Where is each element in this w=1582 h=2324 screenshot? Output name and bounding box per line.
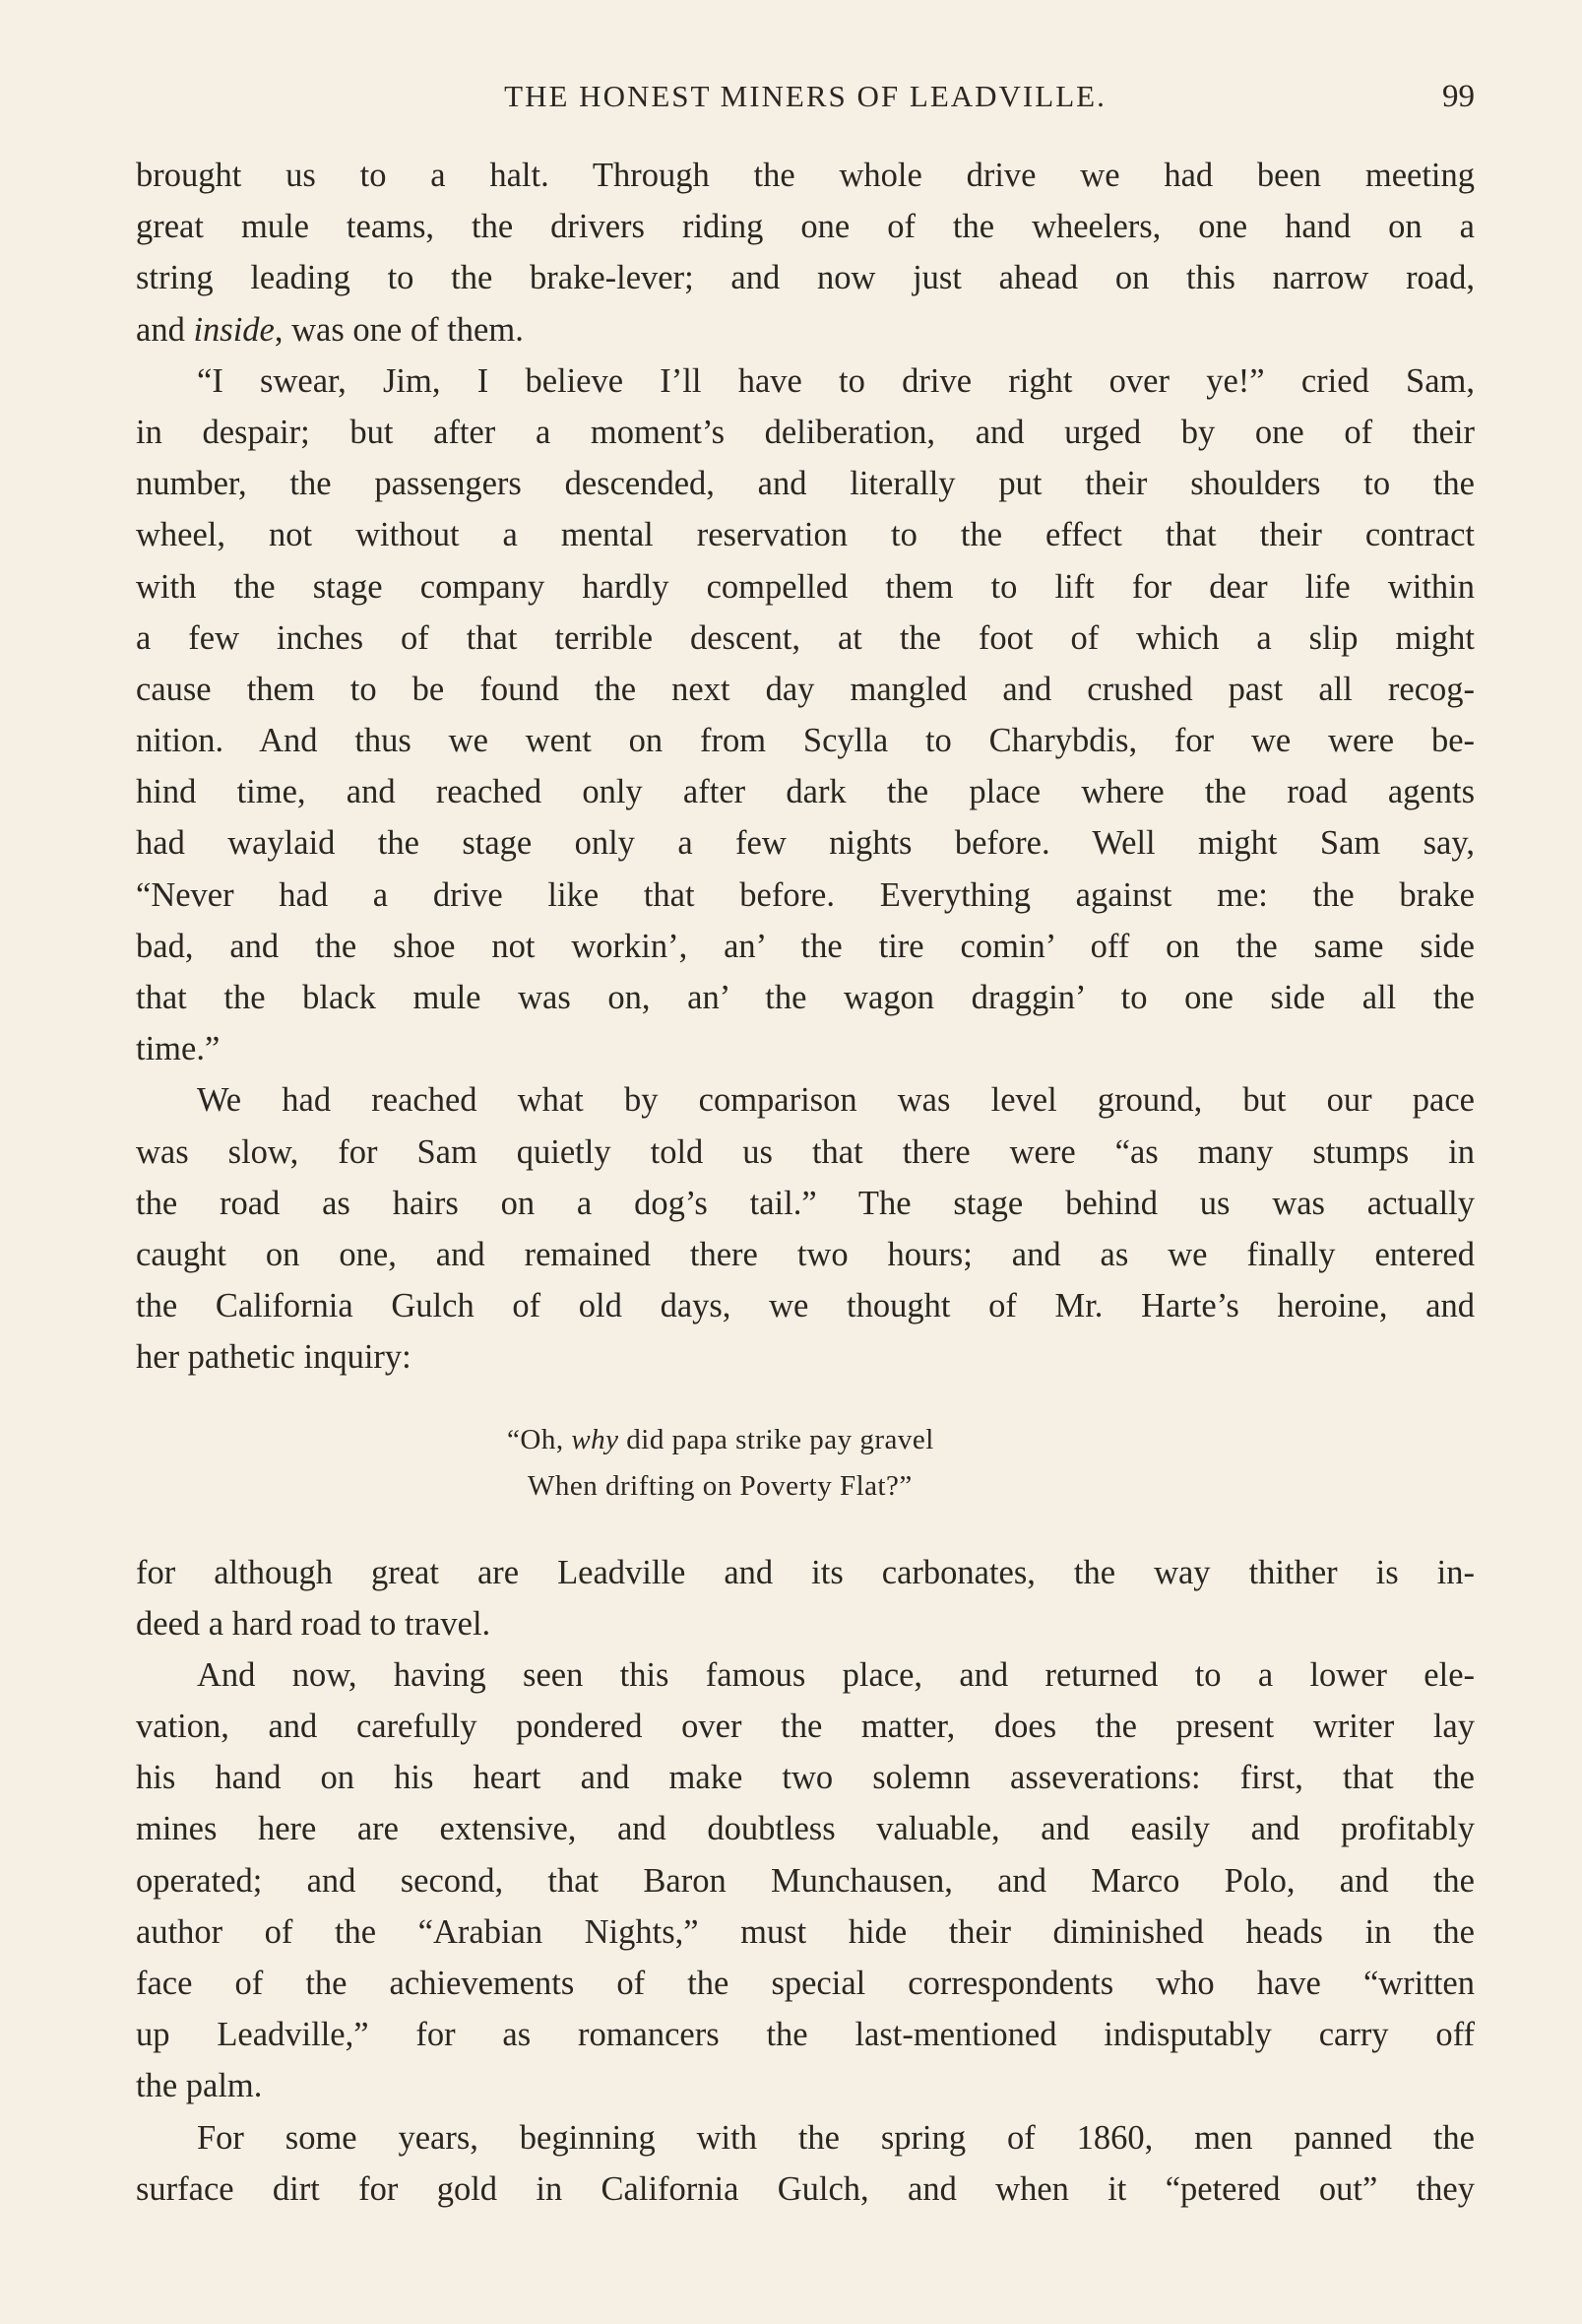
emphasis: why (571, 1423, 619, 1455)
text-line: that the black mule was on, an’ the wagon draggin’ to one side all the (136, 979, 1475, 1016)
text-line: the California Gulch of old days, we thought of Mr. Harte’s heroine, and (136, 1287, 1475, 1325)
text-line: the road as hairs on a dog’s tail.” The stage behind us was actually (136, 1184, 1475, 1222)
body-text (136, 150, 1475, 2215)
text-line: hind time, and reached only after dark the place where the road agents (136, 773, 1475, 811)
text-line: time.” (136, 1030, 221, 1068)
text-line: author of the “Arabian Nights,” must hide their diminished heads in the (136, 1912, 1475, 1951)
text-line: great mule teams, the drivers riding one of the wheelers, one hand on a (136, 208, 1475, 246)
text-line: his hand on his heart and make two solemn asseverations: first, that the (136, 1759, 1475, 1797)
text-line: the palm. (136, 2067, 263, 2105)
text-line: vation, and carefully pondered over the matter, does the present writer lay (136, 1708, 1475, 1746)
text-line: surface dirt for gold in California Gulch, and when it “petered out” they (136, 2169, 1475, 2208)
text-line: caught on one, and remained there two hours; and as we finally entered (136, 1235, 1475, 1273)
text-line: her pathetic inquiry: (136, 1338, 411, 1377)
verse-line: When drifting on Poverty Flat?” (528, 1469, 913, 1502)
text-line: bad, and the shoe not workin’, an’ the tire comin’ off on the same side (136, 927, 1475, 965)
text-line: mines here are extensive, and doubtless valuable, and easily and profitably (136, 1810, 1475, 1848)
text-line: And now, having seen this famous place, and returned to a lower ele- (197, 1655, 1475, 1694)
text-line: for although great are Leadville and its carbonates, the way thither is in- (136, 1553, 1475, 1591)
text-line: up Leadville,” for as romancers the last-mentioned indisputably carry off (136, 2016, 1475, 2054)
text-line: “I swear, Jim, I believe I’ll have to drive right over ye!” cried Sam, (197, 361, 1475, 400)
text-line: string leading to the brake-lever; and now just ahead on this narrow road, (136, 259, 1475, 297)
text-line: “Never had a drive like that before. Everything against me: the brake (136, 875, 1475, 914)
text-line: For some years, beginning with the spring of 1860, men panned the (197, 2118, 1475, 2157)
text-line: deed a hard road to travel. (136, 1604, 491, 1643)
text-line: was slow, for Sam quietly told us that there were “as many stumps in (136, 1132, 1475, 1171)
text-line: operated; and second, that Baron Munchausen, and Marco Polo, and the (136, 1861, 1475, 1900)
running-head (136, 75, 1475, 118)
text-line: in despair; but after a moment’s deliberation, and urged by one of their (136, 413, 1475, 451)
running-title: THE HONEST MINERS OF LEADVILLE. (504, 79, 1107, 113)
text-line: cause them to be found the next day mangled and crushed past all recog- (136, 670, 1475, 708)
page-number: 99 (1442, 79, 1475, 114)
text-line: number, the passengers descended, and literally put their shoulders to the (136, 465, 1475, 503)
text-line: had waylaid the stage only a few nights before. Well might Sam say, (136, 824, 1475, 863)
verse-line: “Oh, why did papa strike pay gravel (507, 1423, 934, 1455)
text-line: We had reached what by comparison was level ground, but our pace (197, 1081, 1475, 1120)
text-line: a few inches of that terrible descent, at the foot of which a slip might (136, 618, 1475, 657)
verse-quotation (136, 1417, 1475, 1510)
text-line: and inside, was one of them. (136, 310, 524, 349)
text-line: with the stage company hardly compelled them to lift for dear life within (136, 567, 1475, 606)
text-line: face of the achievements of the special correspondents who have “written (136, 1965, 1475, 2002)
text-line: wheel, not without a mental reservation to the effect that their contract (136, 516, 1475, 554)
emphasis: inside (193, 310, 275, 349)
text-line: nition. And thus we went on from Scylla to Charybdis, for we were be- (136, 722, 1475, 760)
text-line: brought us to a halt. Through the whole drive we had been meeting (136, 157, 1475, 194)
